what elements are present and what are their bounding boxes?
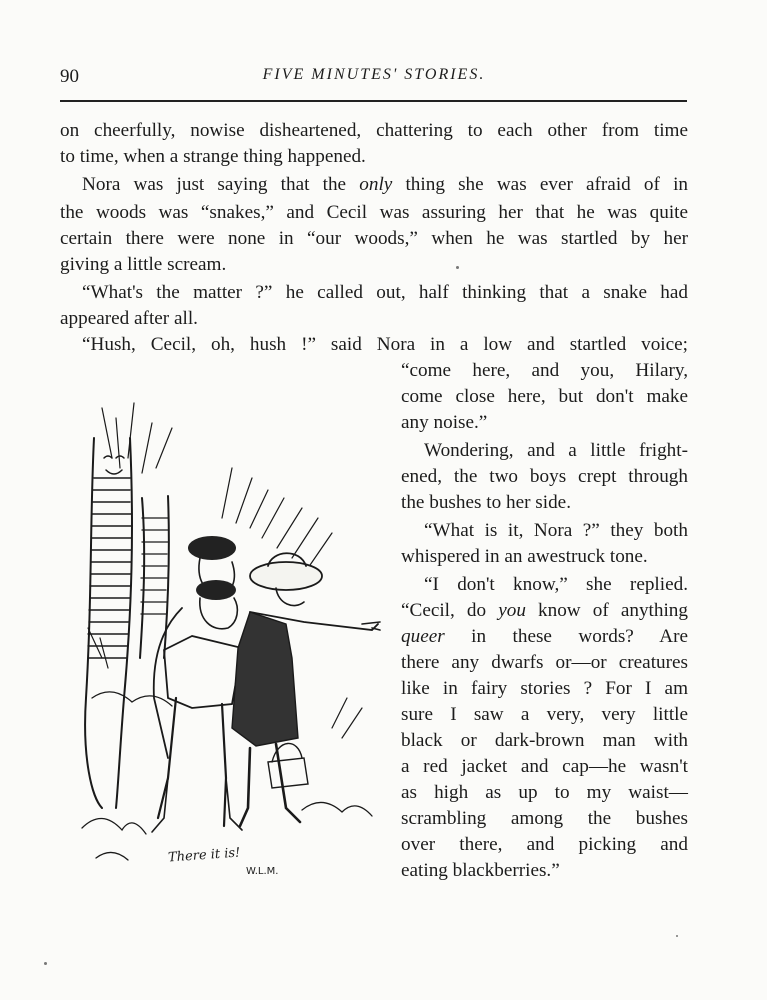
- text-line: the bushes to her side.: [401, 492, 571, 513]
- text-line: ened, the two boys crept through: [401, 466, 688, 487]
- text-line: “I don't know,” she replied.: [424, 574, 688, 595]
- text-line: like in fairy stories ? For I am: [401, 678, 688, 699]
- text-line: “What's the matter ?” he called out, half thinking that a snake had: [82, 282, 688, 303]
- text-line: giving a little scream.: [60, 254, 227, 275]
- text-line: there any dwarfs or—or creatures: [401, 652, 688, 673]
- page-header: [60, 60, 688, 92]
- text-line: any noise.”: [401, 412, 488, 433]
- paper-speck: [44, 962, 47, 965]
- text-line: over there, and picking and: [401, 834, 688, 855]
- text-line: Nora was just saying that the only thing she was ever afraid of in: [82, 174, 688, 195]
- text-line: Wondering, and a little fright-: [424, 440, 688, 461]
- illustration-caption: There it is!: [167, 845, 241, 866]
- running-title: FIVE MINUTES' STORIES.: [262, 66, 486, 83]
- text-line: whispered in an awestruck tone.: [401, 546, 648, 567]
- children-in-woods-illustration: [72, 398, 384, 888]
- text-line: the woods was “snakes,” and Cecil was assuring her that he was quite: [60, 202, 688, 223]
- text-line: as high as up to my waist—: [401, 782, 688, 803]
- text-line: “Hush, Cecil, oh, hush !” said Nora in a low and startled voice;: [82, 334, 688, 355]
- text-line: queer in these words? Are: [401, 626, 688, 647]
- text-line: “come here, and you, Hilary,: [401, 360, 688, 381]
- text-line: to time, when a strange thing happened.: [60, 146, 366, 167]
- illustration-signature: W.L.M.: [246, 866, 279, 877]
- text-line: appeared after all.: [60, 308, 198, 329]
- text-line: come close here, but don't make: [401, 386, 688, 407]
- text-line: on cheerfully, nowise disheartened, chattering to each other from time: [60, 120, 688, 141]
- header-rule: [60, 100, 687, 102]
- paper-speck: [676, 935, 678, 937]
- text-line: certain there were none in “our woods,” when he was startled by her: [60, 228, 688, 249]
- paper-speck: [456, 266, 459, 269]
- text-line: “What is it, Nora ?” they both: [424, 520, 688, 541]
- text-line: a red jacket and cap—he wasn't: [401, 756, 688, 777]
- text-line: eating blackberries.”: [401, 860, 560, 881]
- text-line: black or dark-brown man with: [401, 730, 688, 751]
- text-line: scrambling among the bushes: [401, 808, 688, 829]
- page-number: 90: [60, 66, 79, 87]
- text-line: sure I saw a very, very little: [401, 704, 688, 725]
- text-line: “Cecil, do you know of anything: [401, 600, 688, 621]
